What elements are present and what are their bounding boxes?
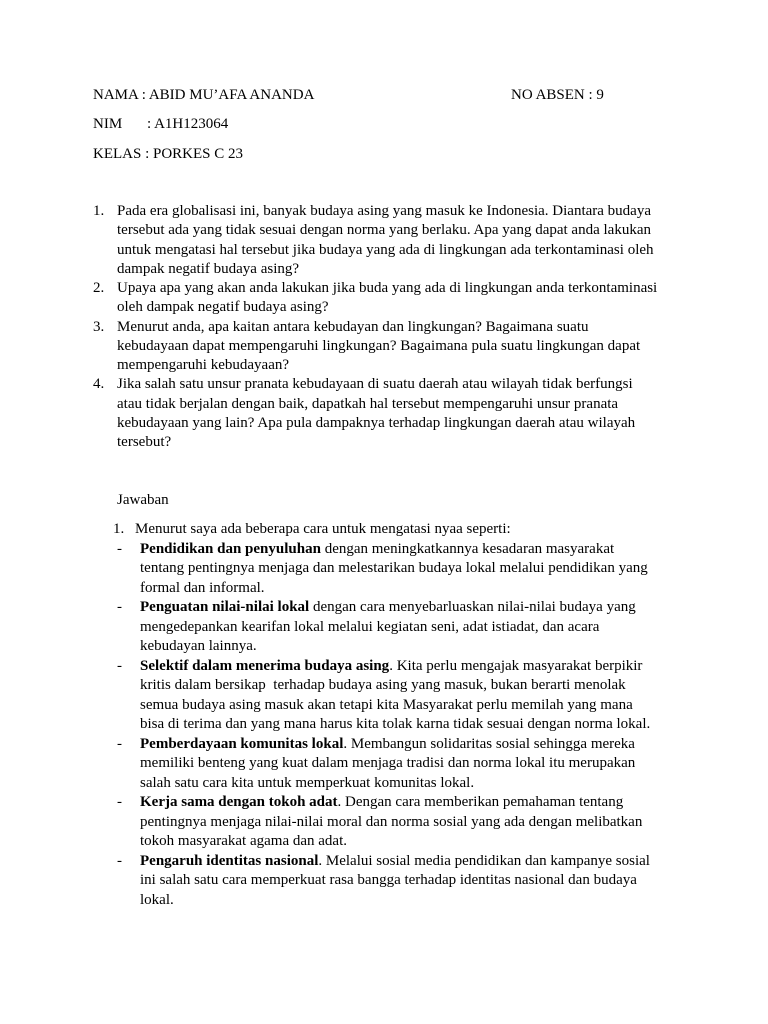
point-text-line: lokal. (140, 891, 174, 908)
answer-intro: Menurut saya ada beberapa cara untuk mengatasi nyaa seperti: (135, 521, 511, 537)
answer-list (113, 520, 650, 910)
answer-heading: Jawaban (117, 492, 169, 508)
point-term: Pemberdayaan komunitas lokal (140, 735, 344, 752)
point-text-line: ini salah satu cara memperkuat rasa bangga terhadap identitas nasional dan budaya (140, 872, 637, 888)
question-item (93, 375, 657, 452)
answer-point (117, 657, 650, 735)
point-first-line-rest: dengan cara menyebarluaskan nilai-nilai budaya yang (309, 599, 636, 615)
answer-item (113, 520, 650, 540)
question-line: Upaya apa yang akan anda lakukan jika buda yang ada di lingkungan anda terkontaminasi (117, 280, 658, 296)
point-term: Pengaruh identitas nasional (140, 852, 319, 869)
point-text-line: formal dan informal. (140, 579, 265, 596)
question-text (117, 318, 640, 376)
point-text-line: kebudayan lainnya. (140, 638, 257, 654)
point-text-line: mengedepankan kearifan lokal melalui kegiatan seni, adat istiadat, dan acara (140, 618, 600, 635)
question-line: mempengaruhi kebudayaan? (117, 357, 290, 373)
question-line: dampak negatif budaya asing? (117, 260, 300, 277)
question-line: Jika salah satu unsur pranata kebudayaan di suatu daerah atau wilayah tidak berfungsi (117, 376, 633, 393)
point-text-line: tentang pentingnya menjaga dan melestarikan budaya lokal melalui pendidikan yang (140, 560, 648, 576)
question-item (93, 279, 657, 318)
answer-point (117, 598, 650, 657)
point-first-line-rest: . Dengan cara memberikan pemahaman tentang (337, 794, 624, 810)
bullet-marker: - (117, 735, 122, 752)
question-line: oleh dampak negatif budaya asing? (117, 299, 329, 316)
question-number: 3. (93, 318, 105, 335)
question-number: 4. (93, 376, 105, 393)
answer-point-first-line (140, 657, 650, 677)
answer-point-text (140, 598, 636, 657)
bullet-marker: - (117, 599, 122, 615)
answer-point-first-line (140, 852, 650, 872)
question-line: untuk mengatasi hal tersebut jika budaya yang ada di lingkungan ada terkontaminasi oleh (117, 241, 654, 258)
answer-point-first-line (140, 735, 635, 755)
class-label: KELAS : PORKES C 23 (93, 146, 244, 162)
point-first-line-rest: . Membangun solidaritas sosial sehingga mereka (343, 735, 635, 752)
point-text-line: salah satu cara kita untuk memperkuat komunitas lokal. (140, 774, 475, 791)
answer-point-text (140, 793, 642, 852)
absence-number: NO ABSEN : 9 (511, 87, 604, 103)
bullet-marker: - (117, 794, 122, 810)
point-text-line: pentingnya menjaga nilai-nilai moral dan norma sosial yang ada dengan melibatkan (140, 813, 643, 830)
question-line: tersebut? (117, 434, 172, 450)
bullet-marker: - (117, 852, 122, 869)
point-first-line-rest: . Melalui sosial media pendidikan dan kampanye sosial (318, 852, 650, 869)
question-list (93, 202, 657, 452)
point-text-line: tokoh masyarakat agama dan adat. (140, 833, 347, 849)
answer-number: 1. (113, 521, 125, 537)
answer-point-first-line (140, 598, 636, 618)
question-line: Menurut anda, apa kaitan antara kebudayan dan lingkungan? Bagaimana suatu (117, 318, 589, 335)
nim-value: : A1H123064 (147, 116, 229, 132)
point-text-line: kritis dalam bersikap terhadap budaya asing yang masuk, bukan berarti menolak (140, 677, 626, 693)
question-text (117, 279, 657, 318)
answer-point (117, 735, 650, 794)
answer-point-text (140, 735, 635, 794)
answer-point (117, 793, 650, 852)
question-line: tersebut ada yang tidak sesuai dengan norma yang berlaku. Apa yang dapat anda lakukan (117, 222, 651, 239)
question-line: atau tidak berjalan dengan baik, dapatkah hal tersebut mempengaruhi unsur pranata (117, 395, 619, 412)
question-text (117, 202, 654, 279)
question-line: kebudayaan dapat mempengaruhi lingkungan? Bagaimana pula suatu lingkungan dapat (117, 337, 641, 354)
answer-point (117, 852, 650, 911)
student-name: NAMA : ABID MU’AFA ANANDA (93, 87, 315, 103)
point-text-line: bisa di terima dan yang mana harus kita tolak karna tidak sesuai dengan norma lokal. (140, 716, 651, 732)
question-number: 2. (93, 280, 105, 296)
question-item (93, 318, 657, 376)
question-text (117, 375, 635, 452)
point-term: Selektif dalam menerima budaya asing (140, 657, 390, 674)
point-text-line: semua budaya asing masuk akan tetapi kita Masyarakat perlu memilah yang mana (140, 696, 633, 713)
point-term: Pendidikan dan penyuluhan (140, 540, 321, 557)
answer-point-first-line (140, 793, 642, 813)
answer-point-text (140, 852, 650, 911)
answer-point-text (140, 540, 648, 599)
bullet-marker: - (117, 657, 122, 674)
bullet-marker: - (117, 540, 122, 557)
question-item (93, 202, 657, 279)
nim-label: NIM (93, 116, 123, 132)
point-text-line: memiliki benteng yang kuat dalam menjaga tradisi dan norma lokal itu merupakan (140, 755, 636, 771)
point-first-line-rest: dengan meningkatkannya kesadaran masyarakat (320, 540, 615, 557)
answer-point-first-line (140, 540, 648, 560)
point-term: Penguatan nilai-nilai lokal (140, 599, 310, 615)
question-number: 1. (93, 203, 105, 219)
answer-point-text (140, 657, 650, 735)
point-term: Kerja sama dengan tokoh adat (140, 794, 338, 810)
answer-point (117, 540, 650, 599)
question-line: Pada era globalisasi ini, banyak budaya asing yang masuk ke Indonesia. Diantara budaya (117, 203, 652, 219)
question-line: kebudayaan yang lain? Apa pula dampaknya terhadap lingkungan daerah atau wilayah (117, 414, 636, 431)
point-first-line-rest: . Kita perlu mengajak masyarakat berpikir (389, 657, 643, 674)
